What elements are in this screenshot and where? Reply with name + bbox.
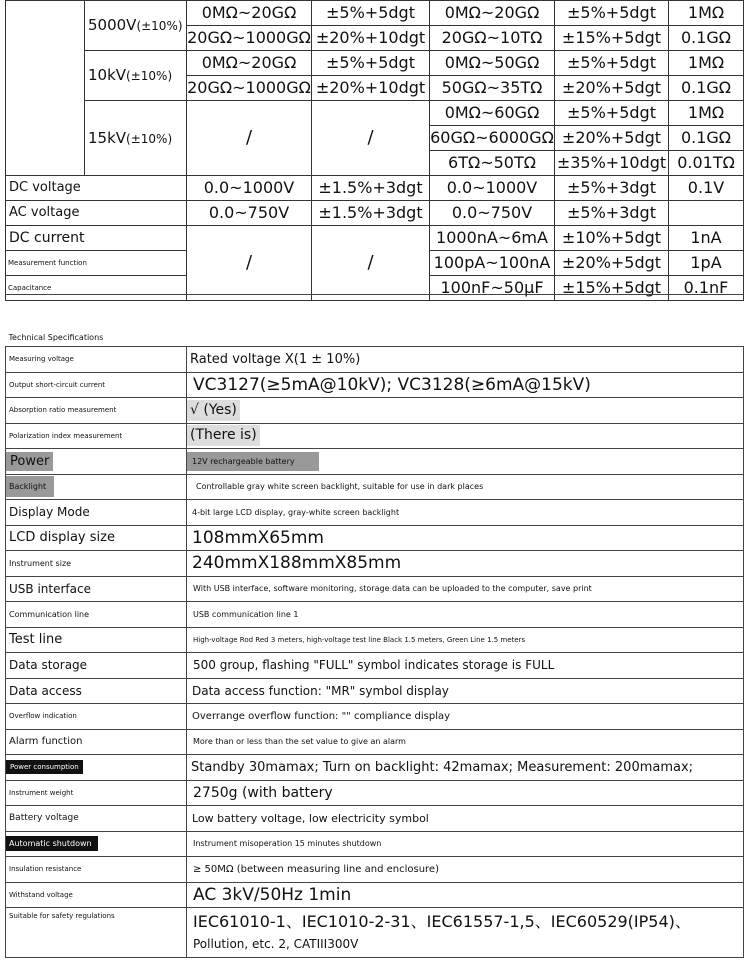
cell: ±20%+5dgt xyxy=(555,251,669,276)
range-5000v: 5000V(±10%) xyxy=(85,1,187,51)
row-label-dc-current: DC current xyxy=(6,226,187,251)
spec-row xyxy=(6,831,744,857)
blank-label-cell xyxy=(6,1,85,176)
cell: 1MΩ xyxy=(669,1,744,26)
cell xyxy=(669,201,744,226)
spec-row xyxy=(6,806,744,832)
spec-value: Low battery voltage, low electricity symbol xyxy=(187,806,744,832)
spec-row xyxy=(6,908,744,958)
spec-label: Suitable for safety regulations xyxy=(6,908,187,958)
cell: ±5%+5dgt xyxy=(555,101,669,126)
cell: ±5%+5dgt xyxy=(555,1,669,26)
spec-value: 12V rechargeable battery xyxy=(187,452,319,471)
row-label-measurement-function: Measurement function xyxy=(6,251,187,276)
spec-label: Power consumption xyxy=(6,760,83,774)
spec-value: 500 group, flashing "FULL" symbol indicates storage is FULL xyxy=(187,653,744,679)
spec-label: Measuring voltage xyxy=(6,347,187,373)
spec-value: Standby 30mamax; Turn on backlight: 42mamax; Measurement: 200mamax; xyxy=(187,755,744,781)
spec-label: Display Mode xyxy=(6,500,187,526)
spec-value: IEC61010-1、IEC1010-2-31、IEC61557-1,5、IEC60529(IP54)、 xyxy=(193,911,691,931)
spec-value: √ (Yes) xyxy=(187,400,240,421)
spec-label: Withstand voltage xyxy=(6,882,187,908)
cell: ±5%+3dgt xyxy=(555,176,669,201)
cell-slash: / xyxy=(312,226,430,301)
cell: 0.1V xyxy=(669,176,744,201)
cell: 0MΩ~20GΩ xyxy=(187,51,312,76)
spec-row xyxy=(6,347,744,373)
spec-value: Rated voltage X(1 ± 10%) xyxy=(187,347,744,373)
spec-value-line2: Pollution, etc. 2, CATIII300V xyxy=(193,936,359,951)
spec-value: 4-bit large LCD display, gray-white screen backlight xyxy=(187,500,744,526)
spec-label: USB interface xyxy=(6,576,187,602)
specifications-header: Technical Specifications xyxy=(6,295,744,347)
row-label-dc-voltage: DC voltage xyxy=(6,176,187,201)
spec-row xyxy=(6,398,744,424)
spec-value: AC 3kV/50Hz 1min xyxy=(187,882,744,908)
spec-value: More than or less than the set value to give an alarm xyxy=(187,729,744,755)
cell: ±10%+5dgt xyxy=(555,226,669,251)
spec-value: VC3127(≥5mA@10kV); VC3128(≥6mA@15kV) xyxy=(187,372,744,398)
range-15kv: 15kV(±10%) xyxy=(85,101,187,176)
cell: 1MΩ xyxy=(669,101,744,126)
row-label-capacitance: Capacitance xyxy=(6,276,187,301)
cell: ±15%+5dgt xyxy=(555,276,669,301)
cell: ±5%+5dgt xyxy=(312,1,430,26)
spec-row xyxy=(6,780,744,806)
spec-row xyxy=(6,500,744,526)
cell: 0MΩ~60GΩ xyxy=(430,101,555,126)
cell: 1nA xyxy=(669,226,744,251)
measurement-range-table xyxy=(5,0,744,301)
cell: 0.01TΩ xyxy=(669,151,744,176)
spec-label: Communication line xyxy=(6,602,187,628)
spec-value: Controllable gray white screen backlight, suitable for use in dark places xyxy=(187,474,744,500)
cell: 50GΩ~35TΩ xyxy=(430,76,555,101)
spec-row xyxy=(6,449,744,475)
cell: 0MΩ~20GΩ xyxy=(187,1,312,26)
cell: 0.1GΩ xyxy=(669,76,744,101)
spec-row xyxy=(6,525,744,551)
cell: 100pA~100nA xyxy=(430,251,555,276)
spec-label: Instrument weight xyxy=(6,780,187,806)
spec-label: Test line xyxy=(6,627,187,653)
range-10kv: 10kV(±10%) xyxy=(85,51,187,101)
cell: 6TΩ~50TΩ xyxy=(430,151,555,176)
cell: 60GΩ~6000GΩ xyxy=(430,126,555,151)
cell: 0MΩ~20GΩ xyxy=(430,1,555,26)
cell: ±5%+5dgt xyxy=(312,51,430,76)
spec-row xyxy=(6,857,744,883)
spec-value: With USB interface, software monitoring, storage data can be uploaded to the computer, save print xyxy=(187,576,744,602)
spec-row xyxy=(6,423,744,449)
spec-row xyxy=(6,372,744,398)
spec-value: USB communication line 1 xyxy=(187,602,744,628)
cell: 1000nA~6mA xyxy=(430,226,555,251)
spec-row xyxy=(6,729,744,755)
cell: 20GΩ~1000GΩ xyxy=(187,26,312,51)
cell: 0.1GΩ xyxy=(669,126,744,151)
spec-label: Insulation resistance xyxy=(6,857,187,883)
spec-label: Polarization index measurement xyxy=(6,423,187,449)
spec-label: Battery voltage xyxy=(6,806,187,832)
cell: 20GΩ~10TΩ xyxy=(430,26,555,51)
spec-row xyxy=(6,678,744,704)
cell: 0.0~1000V xyxy=(187,176,312,201)
spec-value: Overrange overflow function: "" compliance display xyxy=(187,704,744,730)
cell: 0.1nF xyxy=(669,276,744,301)
spec-label: Instrument size xyxy=(6,551,187,577)
spec-label: Data access xyxy=(6,678,187,704)
cell: ±20%+10dgt xyxy=(312,76,430,101)
cell: 0.1GΩ xyxy=(669,26,744,51)
spec-label: Backlight xyxy=(6,476,54,497)
cell: ±1.5%+3dgt xyxy=(312,176,430,201)
cell: 0MΩ~50GΩ xyxy=(430,51,555,76)
cell: 0.0~750V xyxy=(430,201,555,226)
spec-row xyxy=(6,653,744,679)
spec-row xyxy=(6,551,744,577)
cell: ±5%+5dgt xyxy=(555,51,669,76)
spec-value: High-voltage Rod Red 3 meters, high-voltage test line Black 1.5 meters, Green Line 1.5 meters xyxy=(187,627,744,653)
spec-label: Automatic shutdown xyxy=(6,836,98,851)
spec-value: Instrument misoperation 15 minutes shutdown xyxy=(187,831,744,857)
spec-label: Data storage xyxy=(6,653,187,679)
cell-slash: / xyxy=(187,101,312,176)
cell: ±1.5%+3dgt xyxy=(312,201,430,226)
spec-row xyxy=(6,474,744,500)
cell: ±20%+5dgt xyxy=(555,126,669,151)
spec-label: Absorption ratio measurement xyxy=(6,398,187,424)
spec-row xyxy=(6,627,744,653)
cell: 20GΩ~1000GΩ xyxy=(187,76,312,101)
spec-label: Alarm function xyxy=(6,729,187,755)
cell: ±20%+10dgt xyxy=(312,26,430,51)
cell: 0.0~750V xyxy=(187,201,312,226)
technical-specifications-table xyxy=(5,294,744,958)
spec-label: Overflow indication xyxy=(6,704,187,730)
spec-label: Power xyxy=(6,452,53,471)
spec-value: ≥ 50MΩ (between measuring line and enclosure) xyxy=(187,857,744,883)
cell-slash: / xyxy=(187,226,312,301)
spec-row xyxy=(6,704,744,730)
spec-row xyxy=(6,755,744,781)
spec-label: Output short-circuit current xyxy=(6,372,187,398)
spec-row xyxy=(6,576,744,602)
spec-row xyxy=(6,602,744,628)
cell: 1pA xyxy=(669,251,744,276)
cell: ±35%+10dgt xyxy=(555,151,669,176)
spec-value: 2750g (with battery xyxy=(187,780,744,806)
cell: 100nF~50μF xyxy=(430,276,555,301)
cell-slash: / xyxy=(312,101,430,176)
row-label-ac-voltage: AC voltage xyxy=(6,201,187,226)
spec-value: 108mmX65mm xyxy=(187,525,744,551)
spec-value: 240mmX188mmX85mm xyxy=(187,551,744,577)
cell: 1MΩ xyxy=(669,51,744,76)
spec-row xyxy=(6,882,744,908)
spec-value: (There is) xyxy=(187,425,260,446)
spec-label: LCD display size xyxy=(6,525,187,551)
cell: 0.0~1000V xyxy=(430,176,555,201)
cell: ±20%+5dgt xyxy=(555,76,669,101)
spec-value: Data access function: "MR" symbol display xyxy=(187,678,744,704)
cell: ±5%+3dgt xyxy=(555,201,669,226)
cell: ±15%+5dgt xyxy=(555,26,669,51)
